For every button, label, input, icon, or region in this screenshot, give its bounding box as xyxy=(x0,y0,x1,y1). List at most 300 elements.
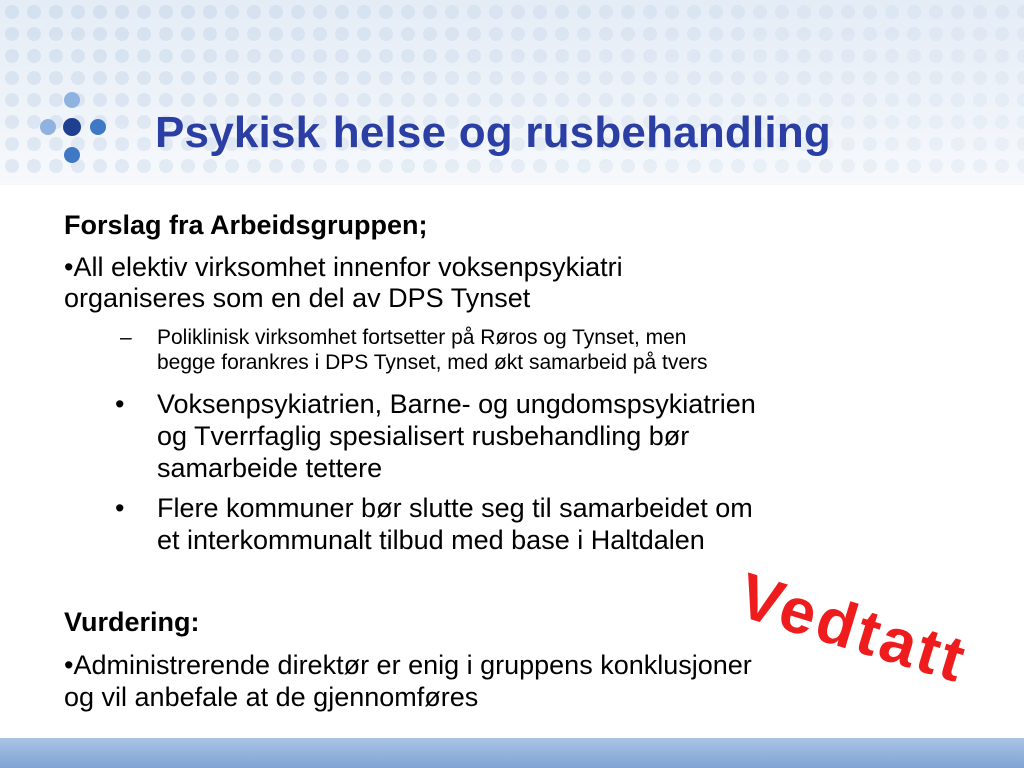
background-dot xyxy=(115,27,129,41)
background-dot xyxy=(731,27,745,41)
background-dot xyxy=(863,5,877,19)
background-dot xyxy=(115,93,129,107)
background-dot xyxy=(511,71,525,85)
background-dot xyxy=(489,27,503,41)
background-dot xyxy=(973,71,987,85)
background-dot xyxy=(379,93,393,107)
background-dot xyxy=(951,137,965,151)
logo-dot xyxy=(64,147,80,163)
background-dot xyxy=(775,27,789,41)
background-dot xyxy=(225,159,239,173)
background-dot xyxy=(511,27,525,41)
background-dot xyxy=(973,137,987,151)
background-dot xyxy=(467,159,481,173)
background-dot xyxy=(159,27,173,41)
background-dot xyxy=(49,93,63,107)
background-dot xyxy=(797,93,811,107)
background-dot xyxy=(269,93,283,107)
background-dot xyxy=(49,49,63,63)
background-dot xyxy=(621,71,635,85)
background-dot xyxy=(599,71,613,85)
background-dot xyxy=(27,27,41,41)
background-dot xyxy=(1017,71,1024,85)
background-dot xyxy=(313,5,327,19)
background-dot xyxy=(467,5,481,19)
background-dot xyxy=(709,49,723,63)
background-dot xyxy=(423,5,437,19)
background-dot xyxy=(753,27,767,41)
background-dot xyxy=(291,159,305,173)
background-dot xyxy=(973,27,987,41)
background-dot xyxy=(27,137,41,151)
background-dot xyxy=(71,5,85,19)
background-dot xyxy=(599,159,613,173)
background-dot xyxy=(159,49,173,63)
background-dot xyxy=(269,159,283,173)
background-dot xyxy=(203,159,217,173)
background-dot xyxy=(489,71,503,85)
background-dot xyxy=(775,159,789,173)
background-dot xyxy=(313,93,327,107)
background-dot xyxy=(907,5,921,19)
background-dot xyxy=(951,27,965,41)
background-dot xyxy=(247,159,261,173)
background-dot xyxy=(731,49,745,63)
background-dot xyxy=(511,93,525,107)
background-dot xyxy=(159,71,173,85)
background-dot xyxy=(445,71,459,85)
background-dot xyxy=(423,93,437,107)
background-dot xyxy=(665,27,679,41)
background-dot xyxy=(49,159,63,173)
background-dot xyxy=(489,49,503,63)
background-dot xyxy=(225,5,239,19)
sub-bullet-text: Voksenpsykiatrien, Barne- og ungdomspsykiatrien xyxy=(157,389,756,419)
background-dot xyxy=(203,93,217,107)
sub-bullet-text: Poliklinisk virksomhet fortsetter på Røros og Tynset, men xyxy=(157,326,687,349)
background-dot xyxy=(27,93,41,107)
slide-header xyxy=(0,0,1024,185)
background-dot xyxy=(247,5,261,19)
background-dot xyxy=(973,159,987,173)
background-dot xyxy=(357,5,371,19)
background-dot xyxy=(247,27,261,41)
background-dot xyxy=(885,71,899,85)
background-dot xyxy=(621,159,635,173)
background-dot xyxy=(753,49,767,63)
background-dot xyxy=(467,27,481,41)
background-dot xyxy=(665,5,679,19)
background-dot xyxy=(687,71,701,85)
background-dot xyxy=(951,115,965,129)
background-dot xyxy=(995,27,1009,41)
background-dot xyxy=(533,27,547,41)
background-dot xyxy=(511,5,525,19)
background-dot xyxy=(203,71,217,85)
background-dot xyxy=(929,5,943,19)
background-dot xyxy=(445,159,459,173)
background-dot xyxy=(379,159,393,173)
background-dot xyxy=(533,49,547,63)
background-dot xyxy=(335,159,349,173)
background-dot xyxy=(709,27,723,41)
background-dot xyxy=(379,27,393,41)
background-dot xyxy=(753,71,767,85)
background-dot xyxy=(995,137,1009,151)
background-dot xyxy=(885,115,899,129)
background-dot xyxy=(313,71,327,85)
background-dot xyxy=(841,159,855,173)
background-dot xyxy=(291,5,305,19)
background-dot xyxy=(929,27,943,41)
background-dot xyxy=(137,5,151,19)
background-dot xyxy=(1017,93,1024,107)
background-dot xyxy=(907,137,921,151)
background-dot xyxy=(819,71,833,85)
logo-dot xyxy=(40,119,56,135)
background-dot xyxy=(423,159,437,173)
background-dot xyxy=(49,71,63,85)
background-dot xyxy=(115,137,129,151)
background-dot xyxy=(665,159,679,173)
background-dot xyxy=(423,49,437,63)
background-dot xyxy=(489,5,503,19)
background-dot xyxy=(181,93,195,107)
background-dot xyxy=(797,5,811,19)
background-dot xyxy=(181,27,195,41)
background-dot xyxy=(5,27,19,41)
background-dot xyxy=(885,159,899,173)
background-dot xyxy=(863,49,877,63)
background-dot xyxy=(313,159,327,173)
background-dot xyxy=(951,49,965,63)
background-dot xyxy=(247,93,261,107)
background-dot xyxy=(643,49,657,63)
background-dot xyxy=(1017,5,1024,19)
background-dot xyxy=(225,27,239,41)
background-dot xyxy=(995,49,1009,63)
background-dot xyxy=(577,159,591,173)
background-dot xyxy=(533,71,547,85)
bullet-text: organiseres som en del av DPS Tynset xyxy=(64,283,531,313)
slide-title: Psykisk helse og rusbehandling xyxy=(155,108,831,157)
background-dot xyxy=(951,5,965,19)
background-dot xyxy=(621,49,635,63)
background-dot xyxy=(577,5,591,19)
background-dot xyxy=(555,49,569,63)
background-dot xyxy=(929,159,943,173)
background-dot xyxy=(27,159,41,173)
background-dot xyxy=(731,93,745,107)
background-dot xyxy=(643,93,657,107)
background-dot xyxy=(731,71,745,85)
background-dot xyxy=(489,93,503,107)
background-dot xyxy=(797,49,811,63)
background-dot xyxy=(907,159,921,173)
background-dot xyxy=(49,5,63,19)
background-dot xyxy=(5,115,19,129)
background-dot xyxy=(555,93,569,107)
background-dot xyxy=(335,71,349,85)
bullet-text: •All elektiv virksomhet innenfor voksenpsykiatri xyxy=(64,252,623,282)
background-dot xyxy=(291,93,305,107)
background-dot xyxy=(885,5,899,19)
background-dot xyxy=(599,49,613,63)
background-dot xyxy=(423,71,437,85)
background-dot xyxy=(5,137,19,151)
background-dot xyxy=(841,27,855,41)
background-dot xyxy=(687,93,701,107)
background-dot xyxy=(665,71,679,85)
background-dot xyxy=(159,159,173,173)
background-dot xyxy=(5,159,19,173)
bullet-marker: • xyxy=(115,389,125,419)
background-dot xyxy=(5,93,19,107)
background-dot xyxy=(555,71,569,85)
background-dot xyxy=(93,159,107,173)
background-dot xyxy=(357,27,371,41)
background-dot xyxy=(357,49,371,63)
heading-proposal: Forslag fra Arbeidsgruppen; xyxy=(64,210,428,240)
background-dot xyxy=(137,159,151,173)
background-dot xyxy=(357,71,371,85)
background-dot xyxy=(115,159,129,173)
background-dot xyxy=(951,93,965,107)
background-dot xyxy=(269,27,283,41)
background-dot xyxy=(973,5,987,19)
background-dot xyxy=(93,5,107,19)
background-dot xyxy=(775,71,789,85)
background-dot xyxy=(49,27,63,41)
background-dot xyxy=(819,49,833,63)
background-dot xyxy=(181,49,195,63)
background-dot xyxy=(93,49,107,63)
background-dot xyxy=(863,159,877,173)
background-dot xyxy=(599,27,613,41)
background-dot xyxy=(665,49,679,63)
background-dot xyxy=(27,5,41,19)
bullet-text: og vil anbefale at de gjennomføres xyxy=(64,682,479,712)
background-dot xyxy=(929,49,943,63)
background-dot xyxy=(907,71,921,85)
background-dot xyxy=(137,137,151,151)
background-dot xyxy=(137,27,151,41)
background-dot xyxy=(907,49,921,63)
background-dot xyxy=(731,5,745,19)
background-dot xyxy=(885,27,899,41)
background-dot xyxy=(533,159,547,173)
background-dot xyxy=(1017,27,1024,41)
background-dot xyxy=(995,71,1009,85)
background-dot xyxy=(49,137,63,151)
background-dot xyxy=(203,27,217,41)
background-dot xyxy=(643,159,657,173)
sub-bullet-text: samarbeide tettere xyxy=(157,453,383,483)
background-dot xyxy=(467,49,481,63)
background-dot xyxy=(841,115,855,129)
background-dot xyxy=(621,93,635,107)
background-dot xyxy=(379,71,393,85)
background-dot xyxy=(687,27,701,41)
background-dot xyxy=(577,49,591,63)
background-dot xyxy=(225,49,239,63)
sub-bullet-text: Flere kommuner bør slutte seg til samarbeidet om xyxy=(157,493,753,523)
background-dot xyxy=(247,71,261,85)
background-dot xyxy=(907,27,921,41)
background-dot xyxy=(313,49,327,63)
background-dot xyxy=(1017,49,1024,63)
background-dot xyxy=(643,5,657,19)
background-dot xyxy=(357,159,371,173)
background-dot xyxy=(5,5,19,19)
background-dot xyxy=(973,49,987,63)
background-dot xyxy=(533,93,547,107)
background-dot xyxy=(467,93,481,107)
background-dot xyxy=(973,93,987,107)
sub-bullet-text: og Tverrfaglig spesialisert rusbehandling bør xyxy=(157,421,690,451)
background-dot xyxy=(335,49,349,63)
background-dot xyxy=(93,93,107,107)
background-dot xyxy=(951,71,965,85)
background-dot xyxy=(643,71,657,85)
background-dot xyxy=(995,159,1009,173)
background-dot xyxy=(819,27,833,41)
background-dot xyxy=(621,27,635,41)
background-dot xyxy=(841,71,855,85)
background-dot xyxy=(1017,115,1024,129)
background-dot xyxy=(445,93,459,107)
background-dot xyxy=(137,93,151,107)
background-dot xyxy=(533,5,547,19)
background-dot xyxy=(907,93,921,107)
approved-stamp: Vedtatt xyxy=(730,558,976,697)
background-dot xyxy=(995,115,1009,129)
bullet-marker: • xyxy=(115,493,125,523)
background-dot xyxy=(27,49,41,63)
background-dot xyxy=(335,93,349,107)
background-dot xyxy=(511,159,525,173)
background-dot xyxy=(709,71,723,85)
background-dot xyxy=(401,71,415,85)
sub-bullet-text: et interkommunalt tilbud med base i Haltdalen xyxy=(157,525,705,555)
background-dot xyxy=(445,5,459,19)
background-dot xyxy=(115,115,129,129)
background-dot xyxy=(577,27,591,41)
background-dot xyxy=(885,137,899,151)
background-dot xyxy=(445,27,459,41)
background-dot xyxy=(511,49,525,63)
background-dot xyxy=(775,49,789,63)
background-dot xyxy=(115,49,129,63)
background-dot xyxy=(27,71,41,85)
background-dot xyxy=(819,5,833,19)
background-dot xyxy=(929,93,943,107)
background-dot xyxy=(709,159,723,173)
background-dot xyxy=(379,5,393,19)
sub-bullet-text: begge forankres i DPS Tynset, med økt samarbeid på tvers xyxy=(157,351,708,374)
bullet-text: •Administrerende direktør er enig i gruppens konklusjoner xyxy=(64,650,752,680)
background-dot xyxy=(973,115,987,129)
background-dot xyxy=(753,93,767,107)
background-dot xyxy=(841,5,855,19)
background-dot xyxy=(269,71,283,85)
background-dot xyxy=(115,71,129,85)
background-dot xyxy=(929,71,943,85)
background-dot xyxy=(555,5,569,19)
logo-dot xyxy=(90,119,106,135)
background-dot xyxy=(269,49,283,63)
background-dot xyxy=(401,49,415,63)
background-dot xyxy=(1017,137,1024,151)
background-dot xyxy=(687,5,701,19)
background-dot xyxy=(401,5,415,19)
background-dot xyxy=(379,49,393,63)
background-dot xyxy=(401,27,415,41)
background-dot xyxy=(863,71,877,85)
background-dot xyxy=(797,27,811,41)
background-dot xyxy=(269,5,283,19)
background-dot xyxy=(753,5,767,19)
background-dot xyxy=(5,49,19,63)
background-dot xyxy=(203,49,217,63)
background-dot xyxy=(775,93,789,107)
background-dot xyxy=(577,93,591,107)
background-dot xyxy=(401,93,415,107)
background-dot xyxy=(181,5,195,19)
background-dot xyxy=(291,71,305,85)
background-dot xyxy=(115,5,129,19)
background-dot xyxy=(687,159,701,173)
background-dot xyxy=(555,159,569,173)
background-dot xyxy=(71,71,85,85)
background-dot xyxy=(775,5,789,19)
background-dot xyxy=(27,115,41,129)
background-dot xyxy=(5,71,19,85)
background-dot xyxy=(621,5,635,19)
background-dot xyxy=(709,5,723,19)
background-dot xyxy=(841,93,855,107)
background-dot xyxy=(731,159,745,173)
background-dot xyxy=(687,49,701,63)
background-dot xyxy=(995,93,1009,107)
background-dot xyxy=(951,159,965,173)
background-dot xyxy=(841,49,855,63)
background-dot xyxy=(863,137,877,151)
background-dot xyxy=(819,93,833,107)
background-dot xyxy=(203,5,217,19)
background-dot xyxy=(181,71,195,85)
background-dot xyxy=(797,159,811,173)
background-dot xyxy=(599,93,613,107)
background-dot xyxy=(159,5,173,19)
background-dot xyxy=(863,93,877,107)
background-dot xyxy=(93,137,107,151)
background-dot xyxy=(159,93,173,107)
background-dot xyxy=(995,5,1009,19)
background-dot xyxy=(863,27,877,41)
background-dot xyxy=(445,49,459,63)
background-dot xyxy=(885,49,899,63)
background-dot xyxy=(907,115,921,129)
background-dot xyxy=(577,71,591,85)
heading-assessment: Vurdering: xyxy=(64,607,200,637)
background-dot xyxy=(599,5,613,19)
background-dot xyxy=(489,159,503,173)
background-dot xyxy=(863,115,877,129)
background-dot xyxy=(247,49,261,63)
background-dot xyxy=(819,159,833,173)
background-dot xyxy=(709,93,723,107)
